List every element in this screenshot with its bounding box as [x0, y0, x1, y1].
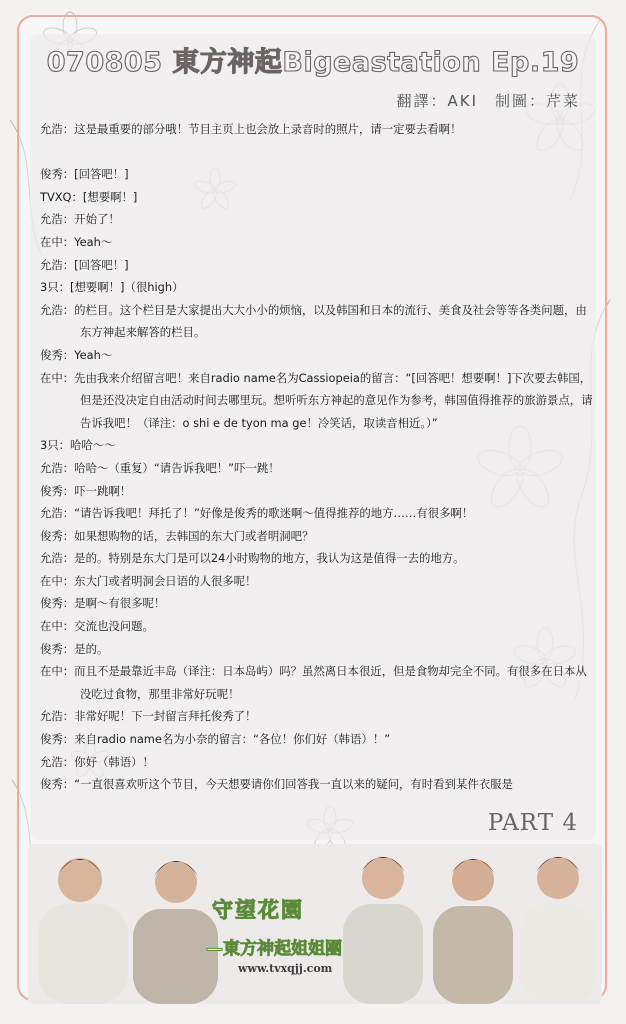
- dialogue-line: 俊秀：吓一跳啊！: [40, 483, 132, 498]
- fansite-logo-title: 守望花園: [212, 898, 304, 922]
- dialogue-line: 允浩：是的。特别是东大门是可以24小时购物的地方，我认为这是值得一去的地方。: [40, 551, 465, 566]
- dialogue-line: 俊秀：“一直很喜欢听这个节目，今天想要请你们回答我一直以来的疑问，有时看到某件衣服是: [40, 777, 513, 792]
- dialogue-line: 3只：[想要啊！]（很high）: [40, 280, 184, 295]
- transcript: [40, 118, 598, 796]
- dialogue-line: 俊秀：是的。: [40, 641, 109, 656]
- dialogue-line: 俊秀：来自radio name名为小奈的留言：“各位！你们好（韩语）！”: [40, 732, 391, 747]
- dialogue-line: 在中：东大门或者明洞会日语的人很多呢！: [40, 573, 257, 588]
- group-photo: [28, 844, 602, 1004]
- dialogue-line: 俊秀：[回答吧！]: [40, 167, 129, 182]
- dialogue-line: 允浩：这是最重要的部分哦！节目主页上也会放上录音时的照片，请一定要去看啊！: [40, 122, 462, 136]
- dialogue-line: 在中：先由我来介绍留言吧！来自radio name名为Cassiopeia的留言：“[回答吧！想要啊！]下次要去韩国，但是还没决定自由活动时间去哪里玩。想听听东方神起的意见作为参考，韩国值得推荐的旅游景点，请告诉我吧！（译注：o shi e de tyon ma ge！冷笑话，取读音相近。）”: [40, 370, 593, 430]
- dialogue-line: 在中：Yeah～: [40, 234, 113, 249]
- dialogue-line: 允浩：你好（韩语）！: [40, 754, 154, 769]
- dialogue-line: 俊秀：是啊～有很多呢！: [40, 596, 166, 611]
- dialogue-line: 3只：哈哈～～: [40, 438, 116, 453]
- fansite-logo-subtitle: —東方神起姐姐團: [206, 939, 342, 959]
- dialogue-line: 允浩：开始了！: [40, 212, 120, 227]
- dialogue-line: 允浩：“请告诉我吧！拜托了！”好像是俊秀的歌迷啊～值得推荐的地方……有很多啊！: [40, 506, 474, 521]
- dialogue-line: 在中：而且不是最靠近丰岛（译注：日本岛屿）吗？虽然离日本很近，但是食物却完全不同。有很多在日本从没吃过食物，那里非常好玩呢！: [40, 664, 587, 701]
- dialogue-line: 允浩：哈哈～（重复）“请告诉我吧！”吓一跳！: [40, 460, 280, 475]
- dialogue-line: 俊秀：如果想购物的话，去韩国的东大门或者明洞吧？: [40, 528, 314, 543]
- dialogue-line: 允浩：的栏目。这个栏目是大家提出大大小小的烦恼，以及韩国和日本的流行、美食及社会等等各类问题，由东方神起来解答的栏目。: [40, 302, 587, 340]
- credits-line: 翻譯：AKI 制圖：芹菜: [396, 92, 580, 110]
- dialogue-line: TVXQ：[想要啊！]: [40, 189, 138, 204]
- fansite-url: www.tvxqjj.com: [238, 962, 333, 975]
- dialogue-line: 在中：交流也没问题。: [40, 619, 154, 634]
- dialogue-line: 允浩：非常好呢！下一封留言拜托俊秀了！: [40, 709, 257, 724]
- page-title: 070805 東方神起Bigeastation Ep.19: [46, 47, 580, 78]
- dialogue-line: 俊秀：Yeah～: [40, 347, 113, 362]
- blank-line: [40, 141, 598, 164]
- dialogue-line: 允浩：[回答吧！]: [40, 257, 129, 272]
- part-label: PART 4: [487, 810, 578, 836]
